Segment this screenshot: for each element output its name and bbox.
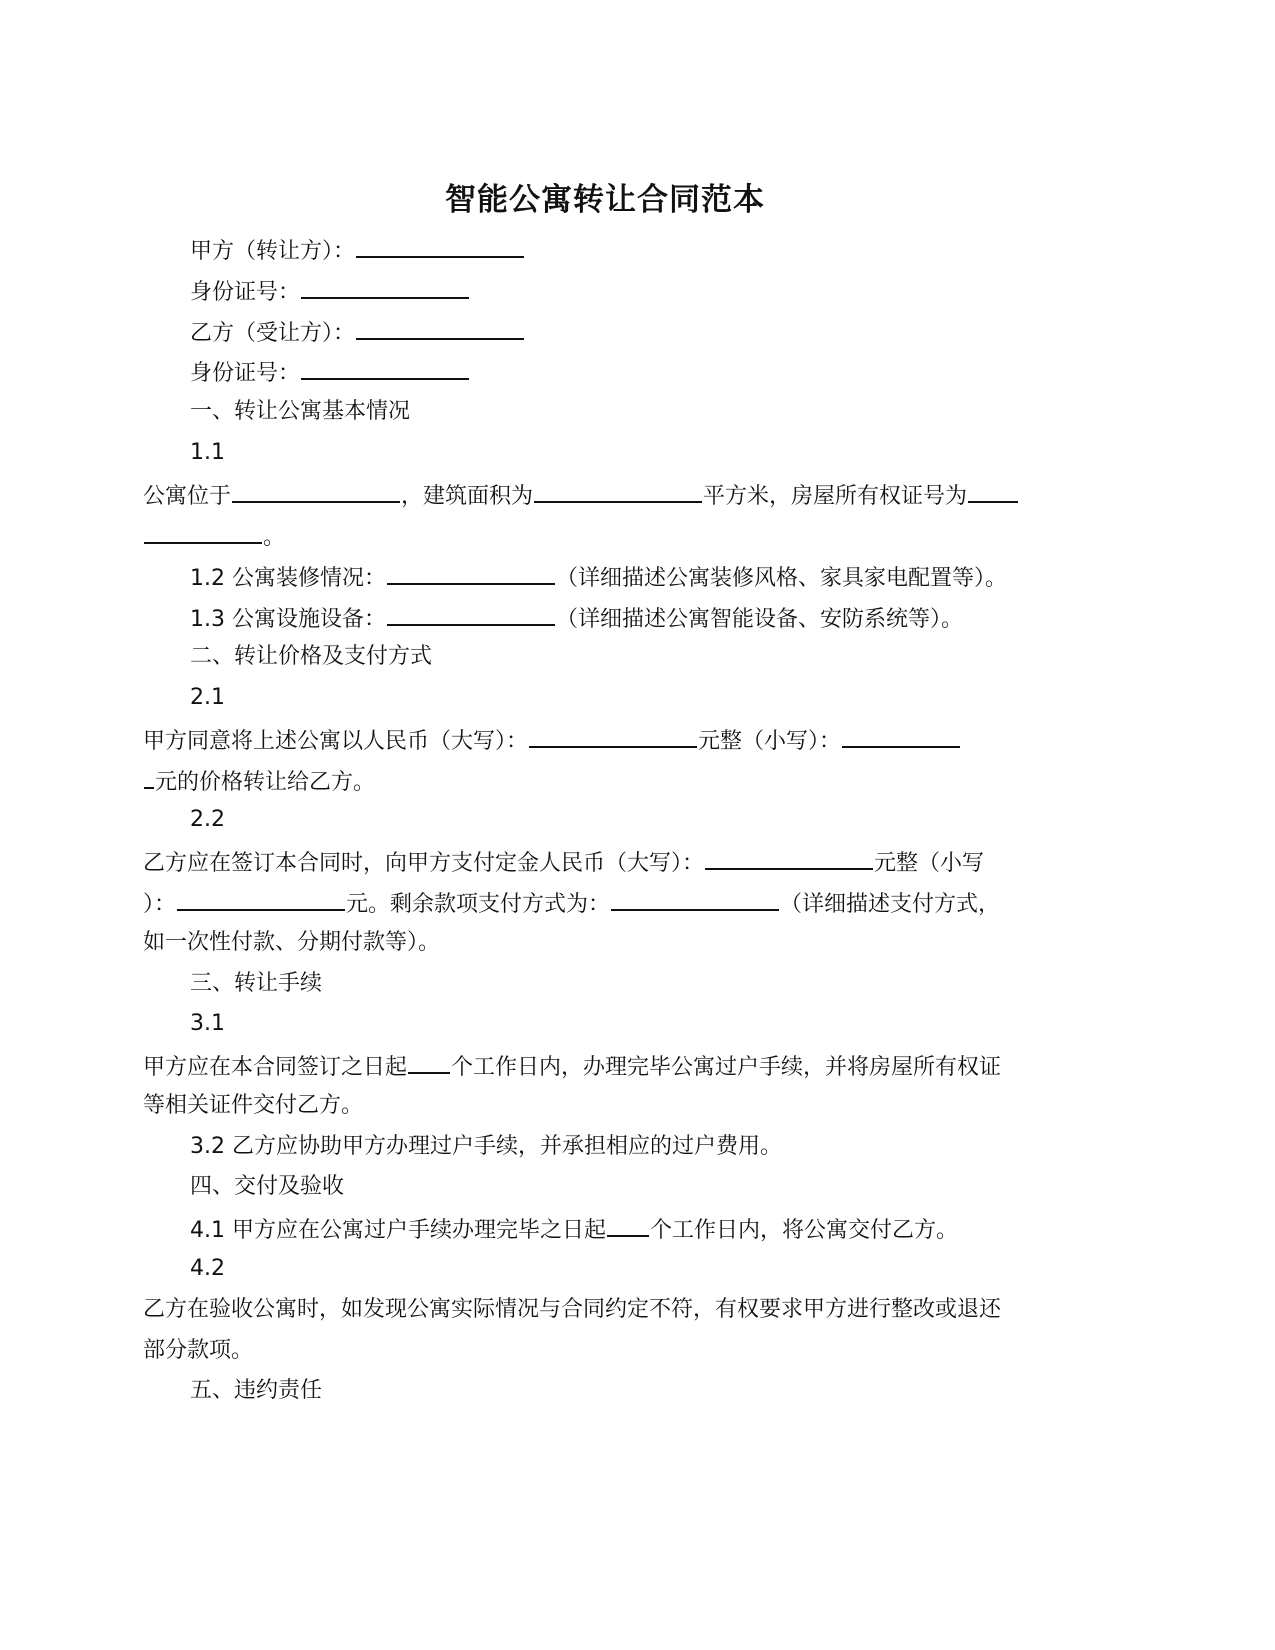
clause-2-2-number: 2.2: [190, 807, 225, 832]
clause-text: 4.1 甲方应在公寓过户手续办理完毕之日起: [190, 1218, 606, 1243]
clause-1-1-line-1: [143, 479, 1078, 512]
clause-text: （详细描述支付方式，: [780, 892, 1001, 917]
clause-text: （详细描述公寓智能设备、安防系统等）。: [555, 607, 963, 632]
clause-text: 甲方同意将上述公寓以人民币（大写）：: [143, 729, 529, 754]
clause-4-1: [190, 1213, 1080, 1246]
clause-text: 甲方应在本合同签订之日起: [143, 1055, 408, 1080]
clause-text: 个工作日内，办理完毕公寓过户手续，并将房屋所有权证: [451, 1055, 1002, 1080]
clause-text: 元整（小写: [874, 851, 985, 876]
clause-3-1-line-2: 等相关证件交付乙方。: [143, 1093, 364, 1118]
clause-2-2-line-1: [143, 846, 1078, 879]
section-2-heading: 二、转让价格及支付方式: [190, 644, 433, 669]
clause-2-1-line-2: [143, 765, 1078, 798]
price-upper-blank[interactable]: [529, 724, 697, 748]
section-1-heading: 一、转让公寓基本情况: [190, 399, 411, 424]
clause-text: 元的价格转让给乙方。: [155, 770, 376, 795]
certificate-blank-cont[interactable]: [144, 520, 262, 544]
clause-4-2-line-1: 乙方在验收公寓时，如发现公寓实际情况与合同约定不符，有权要求甲方进行整改或退还: [143, 1297, 1002, 1322]
clause-text: （详细描述公寓装修风格、家具家电配置等）。: [555, 566, 1007, 591]
clause-text: 1.3 公寓设施设备：: [190, 607, 386, 632]
clause-2-2-line-3: 如一次性付款、分期付款等）。: [143, 930, 441, 955]
party-a-id-blank[interactable]: [301, 275, 469, 299]
party-b-blank[interactable]: [356, 316, 524, 340]
clause-text: ，建筑面积为: [401, 484, 534, 509]
clause-text: 平方米，房屋所有权证号为: [703, 484, 968, 509]
party-a-label: 甲方（转让方）：: [190, 239, 356, 264]
decoration-blank[interactable]: [387, 561, 555, 585]
party-a-blank[interactable]: [356, 234, 524, 258]
clause-3-1-line-1: [143, 1050, 1078, 1083]
clause-4-2-number: 4.2: [190, 1256, 225, 1281]
clause-3-2: 3.2 乙方应协助甲方办理过户手续，并承担相应的过户费用。: [190, 1134, 782, 1159]
clause-2-1-number: 2.1: [190, 685, 225, 710]
clause-2-1-line-1: [143, 724, 1078, 757]
price-lower-blank[interactable]: [842, 724, 960, 748]
transfer-days-blank[interactable]: [408, 1050, 450, 1074]
clause-4-2-line-2: 部分款项。: [143, 1338, 254, 1363]
deposit-upper-blank[interactable]: [705, 846, 873, 870]
section-5-heading: 五、违约责任: [190, 1378, 323, 1403]
clause-1-3: [190, 602, 1080, 635]
facilities-blank[interactable]: [387, 602, 555, 626]
section-3-heading: 三、转让手续: [190, 971, 323, 996]
clause-text: 。: [263, 525, 286, 550]
clause-1-1-line-2: [143, 520, 1078, 553]
party-a-id-line: [190, 275, 1080, 308]
document-title: 智能公寓转让合同范本: [445, 182, 765, 218]
party-a-line: [190, 234, 1080, 267]
clause-text: ）：: [143, 892, 177, 917]
section-4-heading: 四、交付及验收: [190, 1174, 345, 1199]
delivery-days-blank[interactable]: [607, 1213, 649, 1237]
party-b-line: [190, 316, 1080, 349]
location-blank[interactable]: [232, 479, 400, 503]
clause-text: 乙方应在签订本合同时，向甲方支付定金人民币（大写）：: [143, 851, 705, 876]
area-blank[interactable]: [534, 479, 702, 503]
party-b-id-blank[interactable]: [301, 356, 469, 380]
party-b-label: 乙方（受让方）：: [190, 321, 356, 346]
party-b-id-label: 身份证号：: [190, 361, 301, 386]
clause-3-1-number: 3.1: [190, 1011, 225, 1036]
clause-text: 公寓位于: [143, 484, 232, 509]
clause-2-2-line-2: [143, 887, 1078, 920]
deposit-lower-blank[interactable]: [177, 887, 345, 911]
clause-text: 元。剩余款项支付方式为：: [346, 892, 611, 917]
clause-1-2: [190, 561, 1080, 594]
party-a-id-label: 身份证号：: [190, 280, 301, 305]
clause-text: 元整（小写）：: [698, 729, 842, 754]
clause-text: 1.2 公寓装修情况：: [190, 566, 386, 591]
payment-method-blank[interactable]: [611, 887, 779, 911]
certificate-blank[interactable]: [968, 479, 1018, 503]
clause-text: 个工作日内，将公寓交付乙方。: [649, 1218, 958, 1243]
price-lower-blank-cont[interactable]: [144, 765, 154, 789]
party-b-id-line: [190, 356, 1080, 389]
clause-1-1-number: 1.1: [190, 440, 225, 465]
